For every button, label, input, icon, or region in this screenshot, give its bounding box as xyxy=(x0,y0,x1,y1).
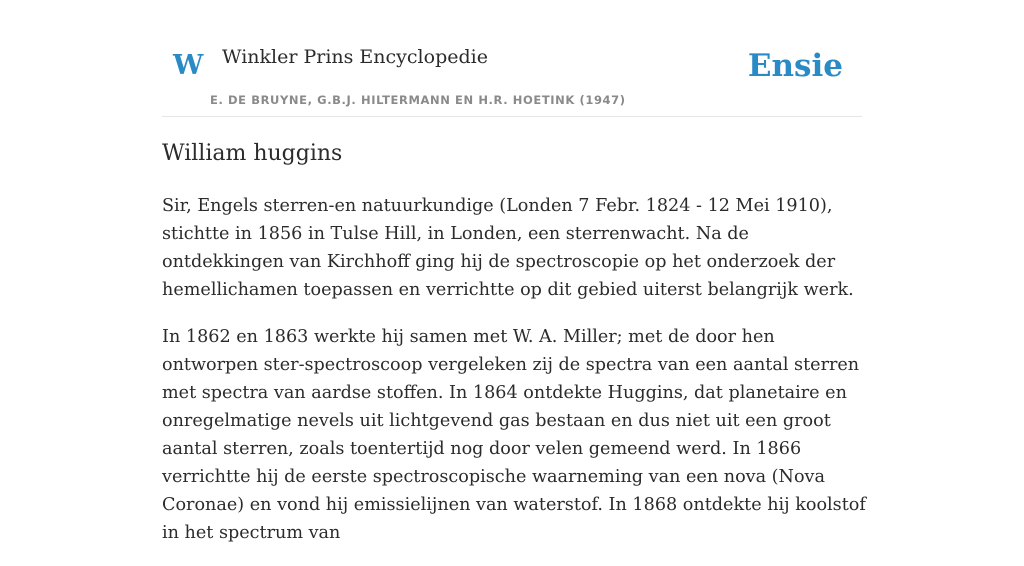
article-paragraph: Sir, Engels sterren-en natuurkundige (Londen 7 Febr. 1824 - 12 Mei 1910), stichtte in 1856 in Tulse Hill, in Londen, een sterrenwacht. Na de ontdekkingen van Kirchhoff ging hij de spectroscopie op het onderzoek der hemellichamen toepassen en verrichtte op dit gebied uiterst belangrijk werk. xyxy=(162,196,854,300)
ensie-logo[interactable]: Ensie xyxy=(747,48,843,84)
publication-title[interactable]: Winkler Prins Encyclopedie xyxy=(222,46,488,68)
publication-logo-icon: W xyxy=(173,50,204,81)
header xyxy=(162,0,862,117)
article-body xyxy=(162,192,868,566)
article-paragraph: In 1862 en 1863 werkte hij samen met W. A. Miller; met de door hen ontworpen ster-spectroscoop vergeleken zij de spectra van een aantal sterren met spectra van aardse stoffen. In 1864 ontdekte Huggins, dat planetaire en onregelmatige nevels uit lichtgevend gas bestaan en dus niet uit een groot aantal sterren, zoals toentertijd nog door velen gemeend werd. In 1866 verrichtte hij de eerste spectroscopische waarneming van een nova (Nova Coronae) en vond hij emissielijnen van waterstof. In 1868 ontdekte hij koolstof in het spectrum van xyxy=(162,327,866,543)
article-title: William huggins xyxy=(162,141,343,166)
publication-authors: E. DE BRUYNE, G.B.J. HILTERMANN EN H.R. HOETINK (1947) xyxy=(210,93,626,107)
